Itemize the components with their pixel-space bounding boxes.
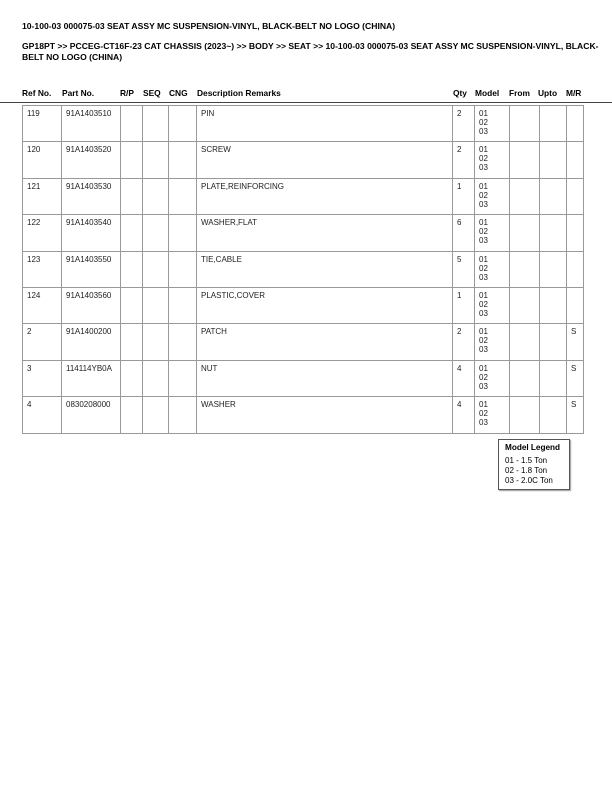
model-legend bbox=[498, 439, 570, 490]
model-code: 01 bbox=[479, 145, 488, 155]
from-cell bbox=[510, 215, 540, 251]
model-cell bbox=[475, 106, 510, 142]
qty-cell: 2 bbox=[453, 106, 475, 142]
mr-cell bbox=[567, 287, 584, 323]
model-code: 02 bbox=[479, 372, 488, 382]
description-cell: WASHER bbox=[197, 397, 453, 433]
column-header: From bbox=[509, 88, 530, 98]
seq-cell bbox=[143, 215, 169, 251]
cng-cell bbox=[169, 106, 197, 142]
model-code: 02 bbox=[479, 154, 488, 164]
column-header: Part No. bbox=[62, 88, 95, 98]
ref-cell: 121 bbox=[23, 178, 62, 214]
model-code: 01 bbox=[479, 327, 488, 337]
model-code: 03 bbox=[479, 418, 488, 428]
upto-cell bbox=[540, 251, 567, 287]
seq-cell bbox=[143, 360, 169, 396]
mr-cell: S bbox=[567, 397, 584, 433]
rp-cell bbox=[121, 397, 143, 433]
description-cell: PLASTIC,COVER bbox=[197, 287, 453, 323]
qty-cell: 5 bbox=[453, 251, 475, 287]
rp-cell bbox=[121, 360, 143, 396]
table-row bbox=[23, 360, 584, 396]
model-code: 01 bbox=[479, 290, 488, 300]
model-code: 01 bbox=[479, 254, 488, 264]
description-cell: TIE,CABLE bbox=[197, 251, 453, 287]
part-no-cell: 91A1403520 bbox=[62, 142, 121, 178]
seq-cell bbox=[143, 251, 169, 287]
part-no-cell: 91A1403550 bbox=[62, 251, 121, 287]
description-cell: NUT bbox=[197, 360, 453, 396]
upto-cell bbox=[540, 360, 567, 396]
model-code: 02 bbox=[479, 227, 488, 237]
qty-cell: 1 bbox=[453, 287, 475, 323]
cng-cell bbox=[169, 251, 197, 287]
rp-cell bbox=[121, 142, 143, 178]
mr-cell bbox=[567, 106, 584, 142]
ref-cell: 120 bbox=[23, 142, 62, 178]
table-row bbox=[23, 324, 584, 360]
ref-cell: 2 bbox=[23, 324, 62, 360]
rp-cell bbox=[121, 287, 143, 323]
qty-cell: 2 bbox=[453, 324, 475, 360]
description-cell: PLATE,REINFORCING bbox=[197, 178, 453, 214]
model-code: 01 bbox=[479, 218, 488, 228]
model-code: 03 bbox=[479, 127, 488, 136]
ref-cell: 3 bbox=[23, 360, 62, 396]
ref-cell: 123 bbox=[23, 251, 62, 287]
part-no-cell: 114114YB0A bbox=[62, 360, 121, 396]
model-code: 02 bbox=[479, 299, 488, 309]
from-cell bbox=[510, 360, 540, 396]
rp-cell bbox=[121, 178, 143, 214]
model-cell bbox=[475, 397, 510, 433]
upto-cell bbox=[540, 106, 567, 142]
model-code: 02 bbox=[479, 118, 488, 127]
cng-cell bbox=[169, 324, 197, 360]
qty-cell: 1 bbox=[453, 178, 475, 214]
cng-cell bbox=[169, 215, 197, 251]
model-code: 03 bbox=[479, 345, 488, 355]
rp-cell bbox=[121, 106, 143, 142]
mr-cell: S bbox=[567, 360, 584, 396]
model-cell bbox=[475, 360, 510, 396]
model-code: 01 bbox=[479, 400, 488, 410]
description-cell: PATCH bbox=[197, 324, 453, 360]
part-no-cell: 91A1403540 bbox=[62, 215, 121, 251]
mr-cell bbox=[567, 178, 584, 214]
legend-item: 03 - 2.0C Ton bbox=[505, 476, 553, 485]
qty-cell: 2 bbox=[453, 142, 475, 178]
mr-cell bbox=[567, 142, 584, 178]
from-cell bbox=[510, 324, 540, 360]
seq-cell bbox=[143, 324, 169, 360]
column-header: CNG bbox=[169, 88, 188, 98]
model-code: 02 bbox=[479, 409, 488, 419]
table-row bbox=[23, 106, 584, 142]
qty-cell: 4 bbox=[453, 360, 475, 396]
from-cell bbox=[510, 397, 540, 433]
legend-item: 02 - 1.8 Ton bbox=[505, 466, 548, 475]
model-cell bbox=[475, 287, 510, 323]
column-header: Ref No. bbox=[22, 88, 52, 98]
part-no-cell: 91A1403560 bbox=[62, 287, 121, 323]
from-cell bbox=[510, 251, 540, 287]
ref-cell: 4 bbox=[23, 397, 62, 433]
model-code: 02 bbox=[479, 336, 488, 346]
cng-cell bbox=[169, 178, 197, 214]
upto-cell bbox=[540, 215, 567, 251]
rp-cell bbox=[121, 324, 143, 360]
model-code: 03 bbox=[479, 236, 488, 246]
seq-cell bbox=[143, 397, 169, 433]
legend-item: 01 - 1.5 Ton bbox=[505, 456, 548, 465]
rp-cell bbox=[121, 215, 143, 251]
model-cell bbox=[475, 215, 510, 251]
table-row bbox=[23, 397, 584, 433]
table-row bbox=[23, 251, 584, 287]
cng-cell bbox=[169, 360, 197, 396]
table-row bbox=[23, 287, 584, 323]
header-rule bbox=[0, 102, 612, 103]
column-header: Qty bbox=[453, 88, 467, 98]
description-cell: SCREW bbox=[197, 142, 453, 178]
part-no-cell: 0830208000 bbox=[62, 397, 121, 433]
seq-cell bbox=[143, 178, 169, 214]
from-cell bbox=[510, 142, 540, 178]
qty-cell: 6 bbox=[453, 215, 475, 251]
model-code: 01 bbox=[479, 363, 488, 373]
legend-title: Model Legend bbox=[505, 443, 561, 452]
upto-cell bbox=[540, 287, 567, 323]
from-cell bbox=[510, 178, 540, 214]
ref-cell: 122 bbox=[23, 215, 62, 251]
seq-cell bbox=[143, 287, 169, 323]
model-cell bbox=[475, 142, 510, 178]
mr-cell bbox=[567, 251, 584, 287]
rp-cell bbox=[121, 251, 143, 287]
model-cell bbox=[475, 251, 510, 287]
cng-cell bbox=[169, 142, 197, 178]
ref-cell: 124 bbox=[23, 287, 62, 323]
column-header: R/P bbox=[120, 88, 134, 98]
upto-cell bbox=[540, 324, 567, 360]
upto-cell bbox=[540, 178, 567, 214]
model-code: 02 bbox=[479, 190, 488, 200]
table-row bbox=[23, 142, 584, 178]
column-header: M/R bbox=[566, 88, 582, 98]
seq-cell bbox=[143, 142, 169, 178]
model-code: 03 bbox=[479, 308, 488, 318]
from-cell bbox=[510, 106, 540, 142]
model-code: 01 bbox=[479, 181, 488, 191]
table-row bbox=[23, 215, 584, 251]
model-cell bbox=[475, 178, 510, 214]
page-title: 10-100-03 000075-03 SEAT ASSY MC SUSPENSION-VINYL, BLACK-BELT NO LOGO (CHINA) bbox=[22, 21, 396, 31]
upto-cell bbox=[540, 142, 567, 178]
description-cell: WASHER,FLAT bbox=[197, 215, 453, 251]
part-no-cell: 91A1403530 bbox=[62, 178, 121, 214]
seq-cell bbox=[143, 106, 169, 142]
model-code: 03 bbox=[479, 381, 488, 391]
description-cell: PIN bbox=[197, 106, 453, 142]
model-code: 03 bbox=[479, 272, 488, 282]
table-row bbox=[23, 178, 584, 214]
cng-cell bbox=[169, 397, 197, 433]
model-cell bbox=[475, 324, 510, 360]
mr-cell bbox=[567, 215, 584, 251]
breadcrumb: GP18PT >> PCCEG-CT16F-23 CAT CHASSIS (2023~) >> BODY >> SEAT >> 10-100-03 000075-03 SEAT ASSY MC SUSPENSION-VINYL, BLACK-BELT NO LOGO (CHINA) bbox=[22, 41, 599, 62]
model-code: 01 bbox=[479, 109, 488, 118]
upto-cell bbox=[540, 397, 567, 433]
cng-cell bbox=[169, 287, 197, 323]
model-code: 03 bbox=[479, 199, 488, 209]
from-cell bbox=[510, 287, 540, 323]
column-header: Model bbox=[475, 88, 500, 98]
column-header: SEQ bbox=[143, 88, 161, 98]
model-code: 03 bbox=[479, 163, 488, 173]
ref-cell: 119 bbox=[23, 106, 62, 142]
part-no-cell: 91A1403510 bbox=[62, 106, 121, 142]
column-header: Description Remarks bbox=[197, 88, 281, 98]
part-no-cell: 91A1400200 bbox=[62, 324, 121, 360]
mr-cell: S bbox=[567, 324, 584, 360]
column-header: Upto bbox=[538, 88, 558, 98]
qty-cell: 4 bbox=[453, 397, 475, 433]
model-code: 02 bbox=[479, 263, 488, 273]
parts-table bbox=[22, 105, 584, 434]
